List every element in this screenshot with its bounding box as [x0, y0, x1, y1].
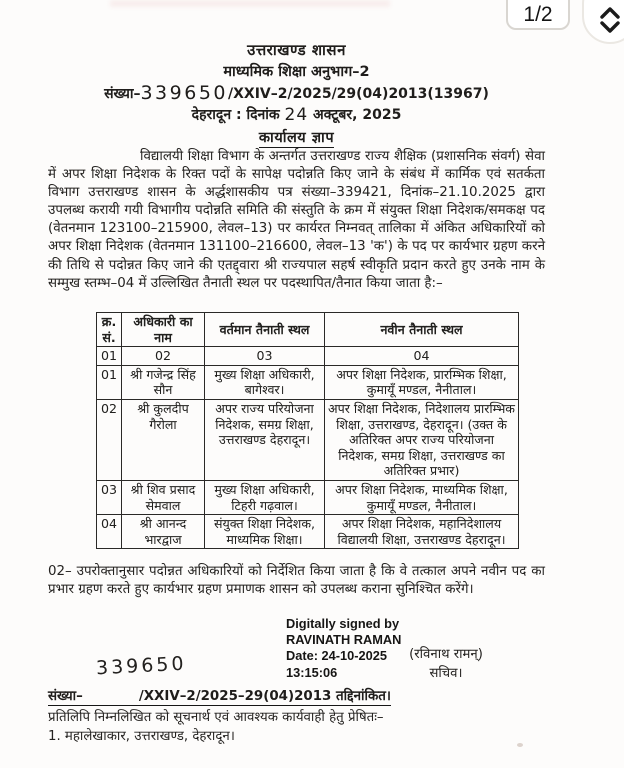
column-number-row: 01 02 03 04	[97, 347, 519, 366]
scan-artifact	[110, 0, 390, 7]
cell-current: मुख्य शिक्षा अधिकारी, टिहरी गढ़वाल।	[205, 480, 325, 514]
cell-new: अपर शिक्षा निदेशक, प्रारम्भिक शिक्षा, कुमायूँ मण्डल, नैनीताल।	[325, 365, 519, 399]
signatory-name: (रविनाथ रामन्)	[409, 647, 483, 662]
table-header-row	[97, 313, 519, 347]
digital-signature-line: 13:15:06	[286, 664, 338, 680]
cell-sn: 04	[97, 515, 122, 549]
cell-name: श्री शिव प्रसाद सेमवाल	[122, 480, 205, 514]
org-name: उत्तराखण्ड शासन	[247, 41, 346, 59]
header-current-posting: वर्तमान तैनाती स्थल	[205, 313, 325, 347]
date-suffix: अक्टूबर, 2025	[313, 107, 402, 123]
page-nav-control	[582, 0, 624, 44]
ref-prefix: संख्या–	[104, 86, 141, 102]
cell-current: मुख्य शिक्षा अधिकारी, बागेश्वर।	[205, 365, 325, 399]
cell-new: अपर शिक्षा निदेशक, माध्यमिक शिक्षा, कुमायूँ मण्डल, नैनीताल।	[325, 480, 519, 514]
ref-handwritten-number: 339650	[140, 82, 228, 104]
table-row	[97, 515, 519, 549]
table-row	[97, 399, 519, 480]
table-row	[97, 365, 519, 399]
date-handwritten-day: 24	[284, 105, 309, 125]
cell-sn: 02	[97, 399, 122, 480]
digital-signature-line: Digitally signed by	[286, 616, 400, 631]
section-name: माध्यमिक शिक्षा अनुभाग–2	[223, 64, 370, 80]
digital-signature-line: Date: 24-10-2025	[286, 648, 388, 664]
header-serial: क्र. सं.	[97, 313, 122, 347]
footer-handwritten-number: 339650	[95, 652, 188, 680]
page-indicator: 1/2	[506, 0, 570, 30]
cell-name: श्री आनन्द भारद्वाज	[122, 515, 205, 549]
cell-name: श्री गजेन्द्र सिंह सौन	[122, 365, 205, 399]
body-paragraph-1: विद्यालयी शिक्षा विभाग के अन्तर्गत उत्तराखण्ड राज्य शैक्षिक (प्रशासनिक संवर्ग) सेवा में अपर शिक्षा निदेशक के रिक्त पदों के सापेक्ष पदोन्नति किए जाने के संबंध में कार्मिक एवं सतर्कता विभाग उत्तराखण्ड शासन के अर्द्धशासकीय पत्र संख्या–339421, दिनांक–21.10.2025 द्वारा उपलब्ध करायी गयी विभागीय पदोन्नति समिति की संस्तुति के क्रम में संयुक्त शिक्षा निदेशक/समकक्ष पद (वेतनमान 123100–215900, लेवल–13) पर कार्यरत निम्नवत् तालिका में अंकित अधिकारियों को अपर शिक्षा निदेशक (वेतनमान 131100–216600, लेवल–13 'क') के पद पर कार्यभार ग्रहण करने की तिथि से पदोन्नत किए जाने की एतद्द्वारा श्री राज्यपाल सहर्ष स्वीकृति प्रदान करते हुए उनके नाम के सम्मुख स्तम्भ–04 में उल्लिखित तैनाती स्थल पर पदस्थापित/तैनात किया जाता है:–	[48, 149, 545, 291]
cell-sn: 01	[97, 365, 122, 399]
chevron-up-icon	[599, 6, 621, 19]
footer-ref-prefix: संख्या–	[48, 689, 83, 704]
reference-number-line	[48, 81, 545, 103]
chevron-down-icon	[599, 21, 621, 34]
footer-ref-suffix: /XXIV–2/2025–29(04)2013 तद्दिनांकित।	[138, 689, 391, 704]
scroll-down-button[interactable]	[599, 21, 621, 34]
posting-table	[96, 312, 519, 549]
date-line	[48, 104, 545, 124]
digital-signature-block	[286, 616, 401, 681]
cell-current: अपर राज्य परियोजना निदेशक, समग्र शिक्षा, उत्तराखण्ड देहरादून।	[205, 399, 325, 480]
copy-recipient: 1. महालेखाकार, उत्तराखण्ड, देहरादून।	[48, 729, 235, 744]
scroll-up-button[interactable]	[599, 6, 621, 19]
cell-current: संयुक्त शिक्षा निदेशक, माध्यमिक शिक्षा।	[205, 515, 325, 549]
header-new-posting: नवीन तैनाती स्थल	[325, 313, 519, 347]
body-paragraph-2: 02– उपरोक्तानुसार पदोन्नत अधिकारियों को निर्देशित किया जाता है कि वे तत्काल अपने नवीन पद का प्रभार ग्रहण करते हुए कार्यभार ग्रहण प्रमाणक शासन को उपलब्ध कराना सुनिश्चित करेंगे।	[48, 564, 545, 598]
header-officer-name: अधिकारी का नाम	[122, 313, 205, 347]
cell-new: अपर शिक्षा निदेशक, निदेशालय प्रारम्भिक शिक्षा, उत्तराखण्ड, देहरादून। (उक्त के अतिरिक्त अपर राज्य परियोजना निदेशक, समग्र शिक्षा, उत्तराखण्ड का अतिरिक्त प्रभार)	[325, 399, 519, 480]
memo-title: कार्यालय ज्ञाप	[258, 130, 335, 146]
table-row	[97, 480, 519, 514]
cell-sn: 03	[97, 480, 122, 514]
footer-reference-line	[48, 686, 391, 706]
signatory-block	[400, 645, 492, 683]
cell-new: अपर शिक्षा निदेशक, महानिदेशालय विद्यालयी शिक्षा, उत्तराखण्ड देहरादून।	[325, 515, 519, 549]
copy-heading: प्रतिलिपि निम्नलिखित को सूचनार्थ एवं आवश्यक कार्यवाही हेतु प्रेषितः–	[48, 710, 384, 725]
scan-smudge	[517, 743, 523, 747]
digital-signature-line: RAVINATH RAMAN	[286, 632, 402, 648]
ref-suffix: /XXIV–2/2025/29(04)2013(13967)	[228, 86, 489, 102]
date-prefix: देहरादून : दिनांक	[191, 107, 280, 123]
signatory-designation: सचिव।	[429, 666, 463, 681]
cell-name: श्री कुलदीप गैरोला	[122, 399, 205, 480]
